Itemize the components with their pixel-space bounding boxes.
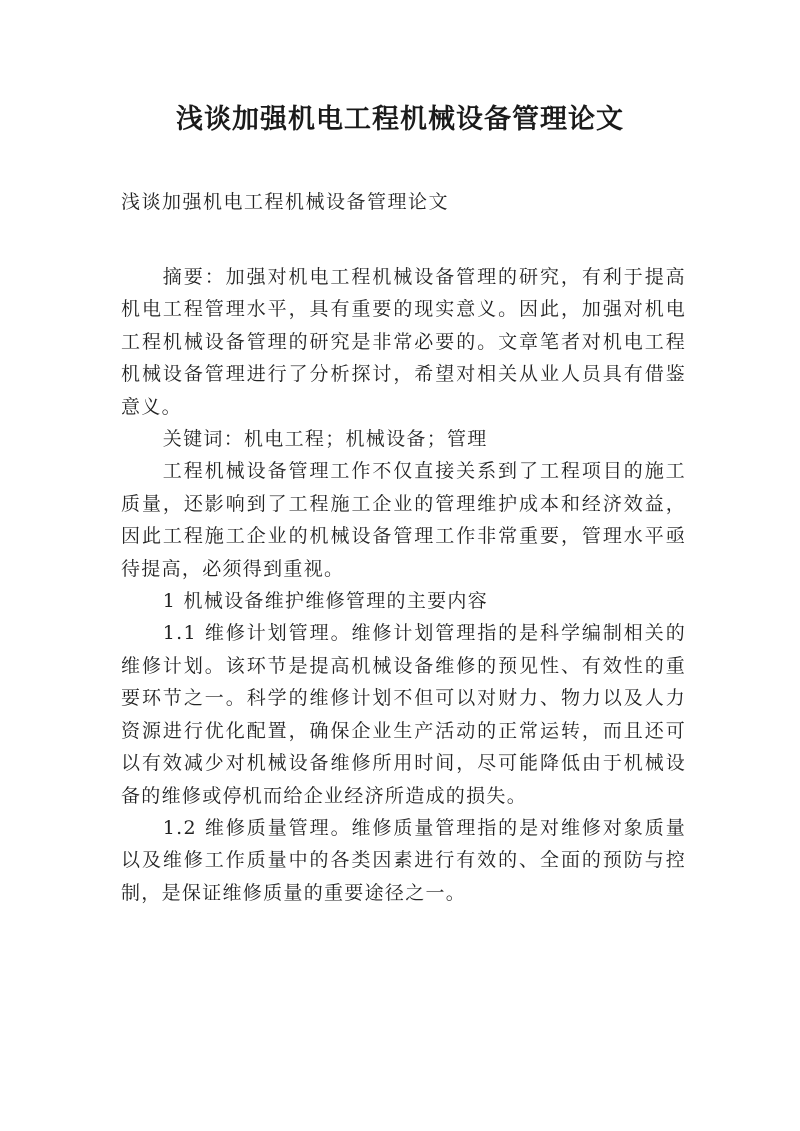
section-1-1-paragraph: 1.1 维修计划管理。维修计划管理指的是科学编制相关的维修计划。该环节是提高机械设备维修的预见性、有效性的重要环节之一。科学的维修计划不但可以对财力、物力以及人力资源进行优化配置，确保企业生产活动的正常运转，而且还可以有效减少对机械设备维修所用时间，尽可能降低由于机械设备的维修或停机而给企业经济所造成的损失。 xyxy=(121,622,686,807)
document-subtitle: 浅谈加强机电工程机械设备管理论文 xyxy=(121,191,450,213)
document-body xyxy=(121,261,686,909)
document-title: 浅谈加强机电工程机械设备管理论文 xyxy=(176,104,624,135)
section-1-2-paragraph: 1.2 维修质量管理。维修质量管理指的是对维修对象质量以及维修工作质量中的各类因素进行有效的、全面的预防与控制，是保证维修质量的重要途径之一。 xyxy=(121,816,686,904)
abstract-paragraph: 摘要：加强对机电工程机械设备管理的研究，有利于提高机电工程管理水平，具有重要的现实意义。因此，加强对机电工程机械设备管理的研究是非常必要的。文章笔者对机电工程机械设备管理进行了分析探讨，希望对相关从业人员具有借鉴意义。 xyxy=(121,266,686,418)
intro-paragraph: 工程机械设备管理工作不仅直接关系到了工程项目的施工质量，还影响到了工程施工企业的管理维护成本和经济效益，因此工程施工企业的机械设备管理工作非常重要，管理水平亟待提高，必须得到重视。 xyxy=(121,460,686,580)
section-heading-1: 1 机械设备维护维修管理的主要内容 xyxy=(162,590,489,613)
keywords-paragraph: 关键词：机电工程；机械设备；管理 xyxy=(162,428,488,451)
